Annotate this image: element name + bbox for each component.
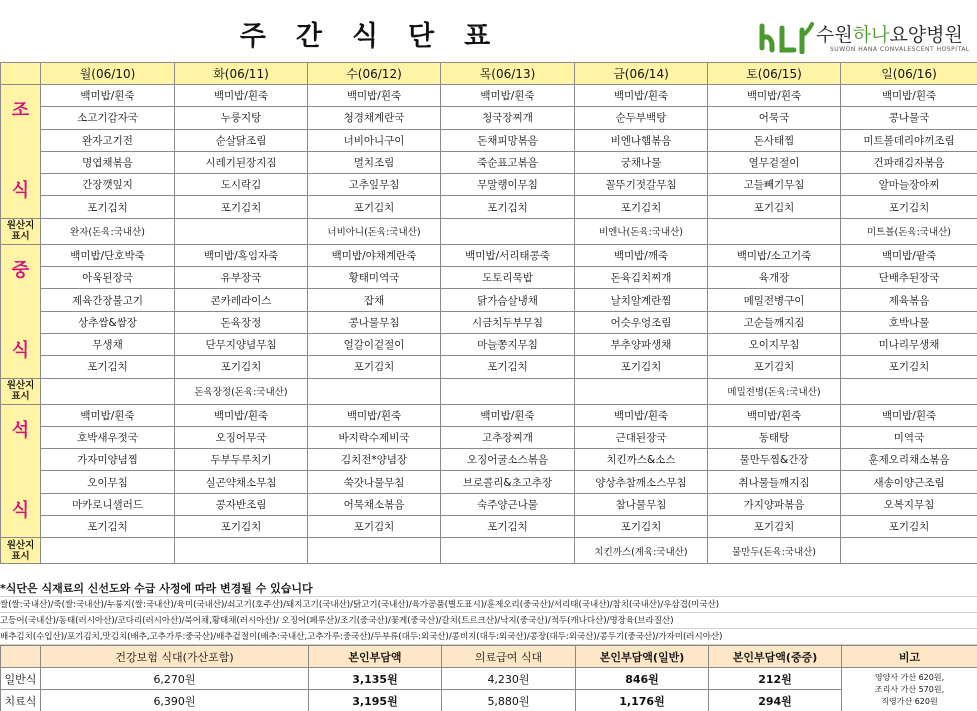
dish-row <box>1 267 977 289</box>
dish-cell: 유부장국 <box>175 267 308 289</box>
dish-cell: 단무지양념무침 <box>175 333 308 355</box>
dish-cell: 백미밥/서리태콩죽 <box>441 244 575 266</box>
dish-cell: 콩나물무침 <box>308 311 441 333</box>
dish-cell: 메밀전병구이 <box>708 289 841 311</box>
logo-text-part3: 요양병원 <box>889 24 963 46</box>
dish-cell: 포기김치 <box>841 356 977 378</box>
origin-cell: 물만두(돈육:국내산) <box>708 538 841 564</box>
dish-cell: 포기김치 <box>841 516 977 538</box>
origin-label: 원산지 표시 <box>1 218 41 244</box>
dish-cell: 미트볼데리야끼조림 <box>841 129 977 151</box>
dish-row <box>1 174 977 196</box>
price-header-cell <box>1 646 41 668</box>
dish-cell: 오이지무침 <box>708 333 841 355</box>
dish-cell: 미나리무생채 <box>841 333 977 355</box>
dish-cell: 아욱된장국 <box>41 267 175 289</box>
dish-cell: 포기김치 <box>41 356 175 378</box>
dish-cell: 청경채계란국 <box>308 107 441 129</box>
dish-cell: 근대된장국 <box>575 426 708 448</box>
dish-cell: 백미밥/흰죽 <box>175 85 308 107</box>
dish-cell: 상추쌈&쌈장 <box>41 311 175 333</box>
dish-cell: 어슷우엉조림 <box>575 311 708 333</box>
dish-cell: 포기김치 <box>308 196 441 218</box>
dish-cell: 콩나물국 <box>841 107 977 129</box>
dish-cell: 잡채 <box>308 289 441 311</box>
dish-cell: 백미밥/흑임자죽 <box>175 244 308 266</box>
logo-text-part1: 수원 <box>816 24 853 46</box>
price-row-general <box>1 668 977 690</box>
price-header-cell: 본인부담액(중증) <box>709 646 842 668</box>
corner-cell <box>1 63 41 85</box>
dish-cell: 멸치조림 <box>308 151 441 173</box>
dish-cell: 비엔나햄볶음 <box>575 129 708 151</box>
price-row-label: 치료식 <box>1 690 41 711</box>
origin-cell <box>841 378 977 404</box>
dish-cell: 백미밥/흰죽 <box>175 404 308 426</box>
dish-cell: 숙주양근나물 <box>441 493 575 515</box>
day-header: 금(06/14) <box>575 63 708 85</box>
dish-cell: 오복지무침 <box>841 493 977 515</box>
price-cell: 212원 <box>709 668 842 690</box>
dish-cell: 백미밥/흰죽 <box>575 85 708 107</box>
dish-cell: 명엽채볶음 <box>41 151 175 173</box>
price-cell: 3,195원 <box>309 690 442 711</box>
price-cell: 6,390원 <box>41 690 309 711</box>
meal-label: 석 식 <box>1 404 41 538</box>
origin-cell <box>175 538 308 564</box>
dish-cell: 시금치두부무침 <box>441 311 575 333</box>
dish-cell: 고들빼기무침 <box>708 174 841 196</box>
dish-row <box>1 311 977 333</box>
dish-cell: 단배추된장국 <box>841 267 977 289</box>
dish-cell: 육개장 <box>708 267 841 289</box>
dish-cell: 브로콜리&초고추장 <box>441 471 575 493</box>
dish-cell: 치킨까스&소스 <box>575 449 708 471</box>
dish-cell: 알마늘장아찌 <box>841 174 977 196</box>
dish-cell: 죽순표고볶음 <box>441 151 575 173</box>
dish-cell: 날치알계란찜 <box>575 289 708 311</box>
origin-row <box>1 378 977 404</box>
dish-cell: 백미밥/흰죽 <box>41 85 175 107</box>
notes-section <box>0 581 977 645</box>
dish-cell: 포기김치 <box>441 356 575 378</box>
dish-cell: 포기김치 <box>175 196 308 218</box>
dish-cell: 오징어굴소스볶음 <box>441 449 575 471</box>
dish-cell: 완자고기전 <box>41 129 175 151</box>
origin-cell: 너비아니(돈육:국내산) <box>308 218 441 244</box>
price-cell: 6,270원 <box>41 668 309 690</box>
price-header-row <box>1 646 977 668</box>
dish-cell: 바지락수제비국 <box>308 426 441 448</box>
dish-cell: 김치전*양념장 <box>308 449 441 471</box>
dish-cell: 미역국 <box>841 426 977 448</box>
origin-cell <box>575 378 708 404</box>
dish-cell: 동태탕 <box>708 426 841 448</box>
origin-cell <box>841 538 977 564</box>
dish-row <box>1 426 977 448</box>
origin-cell: 미트볼(돈육:국내산) <box>841 218 977 244</box>
dish-cell: 꼴뚜기젓갈무침 <box>575 174 708 196</box>
hospital-logo <box>758 16 973 60</box>
origin-cell: 메밀전병(돈육:국내산) <box>708 378 841 404</box>
notes-origin-line-1: 쌀(쌀:국내산)/죽(쌀:국내산)/누룽지(쌀:국내산)/육미(국내산)/쇠고기(호주산)/돼지고기(국내산)/닭고기(국내산)/육가공품(별도표시)/훈제오리(중국산)/서리태(국내산)/참치(국내산)/우삼겹(미국산) <box>0 597 977 613</box>
dish-cell: 호박새우젓국 <box>41 426 175 448</box>
dish-cell: 마카로니샐러드 <box>41 493 175 515</box>
origin-label: 원산지 표시 <box>1 378 41 404</box>
dish-cell: 어묵국 <box>708 107 841 129</box>
origin-cell <box>41 538 175 564</box>
dish-cell: 가지양파볶음 <box>708 493 841 515</box>
meal-label: 조 식 <box>1 85 41 219</box>
dish-cell: 호박나물 <box>841 311 977 333</box>
origin-cell <box>41 378 175 404</box>
origin-cell: 완자(돈육:국내산) <box>41 218 175 244</box>
dish-cell: 돈육장정 <box>175 311 308 333</box>
dish-cell: 백미밥/소고기죽 <box>708 244 841 266</box>
origin-cell <box>708 218 841 244</box>
dish-cell: 너비아니구이 <box>308 129 441 151</box>
origin-row <box>1 218 977 244</box>
page-title: 주간식단표 <box>239 21 521 52</box>
dish-cell: 부추양파생채 <box>575 333 708 355</box>
dish-cell: 건파래김자볶음 <box>841 151 977 173</box>
dish-cell: 청국장찌개 <box>441 107 575 129</box>
dish-cell: 포기김치 <box>41 516 175 538</box>
dish-cell: 훈제오리채소볶음 <box>841 449 977 471</box>
dish-cell: 콩자반조림 <box>175 493 308 515</box>
price-cell: 294원 <box>709 690 842 711</box>
dish-row <box>1 493 977 515</box>
dish-cell: 고추잎무침 <box>308 174 441 196</box>
dish-cell: 닭가슴살냉채 <box>441 289 575 311</box>
dish-cell: 물만두찜&간장 <box>708 449 841 471</box>
price-header-cell: 건강보험 식대(가산포함) <box>41 646 309 668</box>
notes-origin-line-3: 배추김치(수입산)/포기김치,맛김치(배추,고추가루:중국산)/배추겉절이(배추:국내산,고추가루:중국산)/두부류(대두:외국산)/콩비지(대두:외국산)/콩장(대두:외국산)/콩두기(중국산)/가자미(러시아산) <box>0 629 977 645</box>
price-cell: 1,176원 <box>576 690 709 711</box>
dish-cell: 오이무침 <box>41 471 175 493</box>
origin-cell <box>441 218 575 244</box>
dish-cell: 포기김치 <box>41 196 175 218</box>
origin-cell: 돈육장정(돈육:국내산) <box>175 378 308 404</box>
origin-cell <box>441 378 575 404</box>
dish-cell: 고추장찌개 <box>441 426 575 448</box>
dish-cell: 백미밥/흰죽 <box>441 404 575 426</box>
dish-row <box>1 151 977 173</box>
dish-cell: 시레기된장지짐 <box>175 151 308 173</box>
dish-row <box>1 196 977 218</box>
dish-cell: 포기김치 <box>708 196 841 218</box>
logo-text <box>816 20 963 47</box>
price-header-cell: 의료급여 식대 <box>442 646 576 668</box>
origin-cell: 비엔나(돈육:국내산) <box>575 218 708 244</box>
dish-cell: 포기김치 <box>175 356 308 378</box>
origin-cell <box>308 538 441 564</box>
dish-row <box>1 449 977 471</box>
price-header-cell: 본인부담액 <box>309 646 442 668</box>
dish-cell: 백미밥/흰죽 <box>41 404 175 426</box>
day-header: 일(06/16) <box>841 63 977 85</box>
origin-cell: 치킨까스(계육:국내산) <box>575 538 708 564</box>
dish-cell: 쑥갓나물무침 <box>308 471 441 493</box>
notes-disclaimer: *식단은 식재료의 신선도와 수급 사정에 따라 변경될 수 있습니다 <box>0 581 977 597</box>
dish-cell: 도시락김 <box>175 174 308 196</box>
dish-row <box>1 85 977 107</box>
price-row-label: 일반식 <box>1 668 41 690</box>
header <box>0 0 977 62</box>
dish-cell: 포기김치 <box>575 516 708 538</box>
dish-cell: 참나물무침 <box>575 493 708 515</box>
dish-cell: 포기김치 <box>441 196 575 218</box>
price-header-cell: 본인부담액(일반) <box>576 646 709 668</box>
dish-cell: 포기김치 <box>441 516 575 538</box>
dish-cell: 마늘쫑지무침 <box>441 333 575 355</box>
dish-cell: 백미밥/깨죽 <box>575 244 708 266</box>
price-cell: 5,880원 <box>442 690 576 711</box>
dish-cell: 제육볶음 <box>841 289 977 311</box>
day-header: 목(06/13) <box>441 63 575 85</box>
meal-price-table <box>0 645 977 711</box>
dish-cell: 포기김치 <box>708 516 841 538</box>
dish-cell: 오징어무국 <box>175 426 308 448</box>
dish-row <box>1 471 977 493</box>
dish-cell: 돈채피망볶음 <box>441 129 575 151</box>
dish-cell: 누룽지탕 <box>175 107 308 129</box>
logo-subtitle: SUWON HANA CONVALESCENT HOSPITAL <box>830 46 970 53</box>
day-header: 수(06/12) <box>308 63 441 85</box>
dish-cell: 순두부백탕 <box>575 107 708 129</box>
dish-row <box>1 356 977 378</box>
dish-row <box>1 244 977 266</box>
dish-cell: 포기김치 <box>841 196 977 218</box>
dish-cell: 포기김치 <box>308 516 441 538</box>
dish-row <box>1 289 977 311</box>
dish-cell: 백미밥/야채계란죽 <box>308 244 441 266</box>
dish-cell: 도토리묵밥 <box>441 267 575 289</box>
dish-cell: 백미밥/흰죽 <box>841 404 977 426</box>
origin-row <box>1 538 977 564</box>
dish-cell: 황태미역국 <box>308 267 441 289</box>
dish-cell: 백미밥/흰죽 <box>308 404 441 426</box>
meal-label: 중 식 <box>1 244 41 378</box>
dish-cell: 가자미양념찜 <box>41 449 175 471</box>
dish-cell: 제육간장불고기 <box>41 289 175 311</box>
origin-cell <box>175 218 308 244</box>
dish-cell: 실곤약채소무침 <box>175 471 308 493</box>
day-header: 토(06/15) <box>708 63 841 85</box>
price-header-cell: 비고 <box>842 646 977 668</box>
dish-cell: 백미밥/흰죽 <box>308 85 441 107</box>
dish-cell: 포기김치 <box>708 356 841 378</box>
origin-cell <box>441 538 575 564</box>
price-row-therapeutic <box>1 690 977 711</box>
dish-cell: 어묵채소볶음 <box>308 493 441 515</box>
dish-cell: 포기김치 <box>575 356 708 378</box>
dish-cell: 백미밥/흰죽 <box>575 404 708 426</box>
day-header: 화(06/11) <box>175 63 308 85</box>
dish-cell: 돈사태찜 <box>708 129 841 151</box>
origin-cell <box>308 378 441 404</box>
day-header: 월(06/10) <box>41 63 175 85</box>
dish-cell: 간장깻잎지 <box>41 174 175 196</box>
dish-cell: 새송이양근조림 <box>841 471 977 493</box>
dish-cell: 무생채 <box>41 333 175 355</box>
dish-cell: 양상추참깨소스무침 <box>575 471 708 493</box>
dish-cell: 돈육김치찌개 <box>575 267 708 289</box>
price-cell: 3,135원 <box>309 668 442 690</box>
dish-cell: 무말랭이무침 <box>441 174 575 196</box>
dish-cell: 궁채나물 <box>575 151 708 173</box>
dish-cell: 취나물들깨지짐 <box>708 471 841 493</box>
logo-mark-icon <box>758 20 814 54</box>
notes-origin-line-2: 고등어(국내산)/동태(러시아산)/코다리(러시아산)/북어채,황태채(러시아산)/ 오징어(페루산)/조기(중국산)/꽃게(중국산)/갈치(트르크산)/낙지(중국산)/적두(캐나다산)/명장육(브라질산) <box>0 613 977 629</box>
dish-cell: 백미밥/팥죽 <box>841 244 977 266</box>
dish-cell: 포기김치 <box>575 196 708 218</box>
dish-cell: 백미밥/단호박죽 <box>41 244 175 266</box>
dish-cell: 백미밥/흰죽 <box>708 404 841 426</box>
dish-row <box>1 516 977 538</box>
dish-cell: 고순들깨지짐 <box>708 311 841 333</box>
price-cell: 846원 <box>576 668 709 690</box>
logo-text-part2: 하나 <box>852 24 890 46</box>
dish-row <box>1 333 977 355</box>
origin-label: 원산지 표시 <box>1 538 41 564</box>
dish-cell: 포기김치 <box>308 356 441 378</box>
dish-cell: 백미밥/흰죽 <box>841 85 977 107</box>
dish-cell: 백미밥/흰죽 <box>441 85 575 107</box>
price-remark: 영양사 가산 620원, 조리사 가산 570원, 직영가산 620원 <box>842 668 977 711</box>
dish-cell: 얼갈이겉절이 <box>308 333 441 355</box>
dish-cell: 열무겉절이 <box>708 151 841 173</box>
weekly-menu-table <box>0 62 977 564</box>
dish-row <box>1 107 977 129</box>
dish-cell: 순살닭조림 <box>175 129 308 151</box>
dish-cell: 포기김치 <box>175 516 308 538</box>
dish-cell: 두부두루치기 <box>175 449 308 471</box>
dish-cell: 콘카레라이스 <box>175 289 308 311</box>
dish-cell: 백미밥/흰죽 <box>708 85 841 107</box>
day-header-row <box>1 63 977 85</box>
price-cell: 4,230원 <box>442 668 576 690</box>
dish-row <box>1 404 977 426</box>
dish-row <box>1 129 977 151</box>
dish-cell: 소고기감자국 <box>41 107 175 129</box>
